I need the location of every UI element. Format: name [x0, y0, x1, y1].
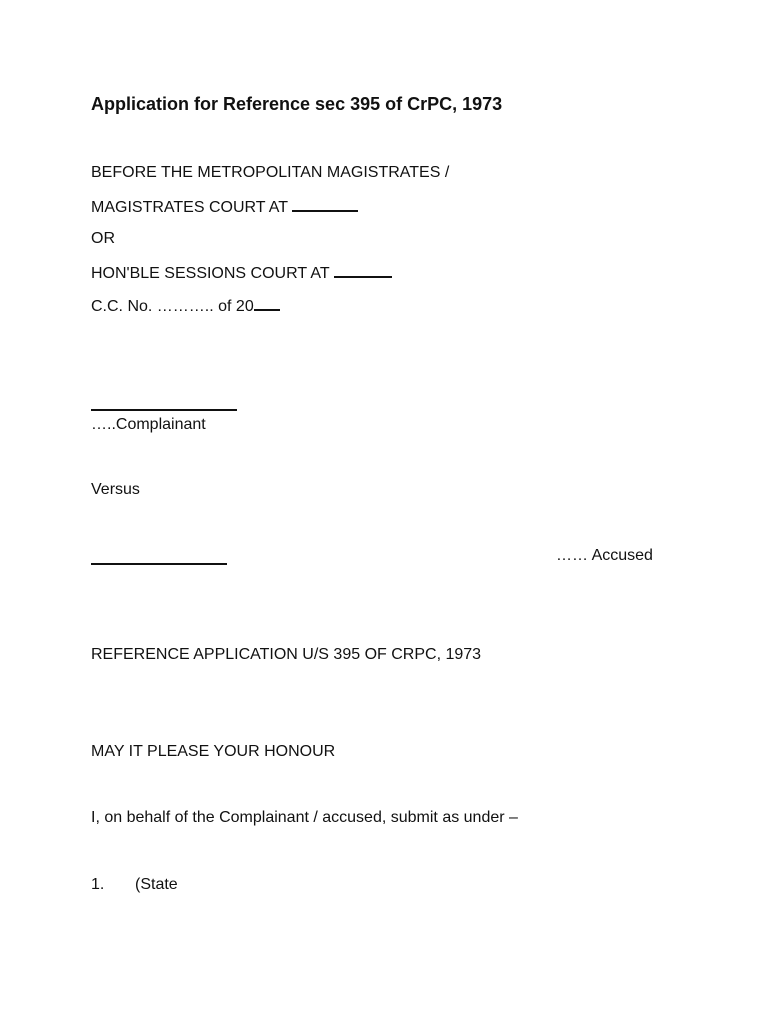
- salutation: MAY IT PLEASE YOUR HONOUR: [91, 743, 336, 760]
- year-blank-field: [254, 295, 280, 311]
- document-title: Application for Reference sec 395 of CrPC, 1973: [91, 94, 503, 114]
- list-item: [91, 875, 178, 895]
- item-text: (State: [135, 876, 178, 893]
- versus-label: Versus: [91, 481, 140, 498]
- court-line-1: BEFORE THE METROPOLITAN MAGISTRATES /: [91, 164, 450, 181]
- court-line-2-text: MAGISTRATES COURT AT: [91, 199, 289, 216]
- sessions-court-blank-field: [334, 262, 392, 278]
- reference-heading: REFERENCE APPLICATION U/S 395 OF CRPC, 1973: [91, 646, 482, 663]
- case-number-text: C.C. No. ……….. of 20: [91, 298, 254, 315]
- court-blank-field: [292, 196, 358, 212]
- court-line-3-text: HON'BLE SESSIONS COURT AT: [91, 265, 330, 282]
- submission-text: I, on behalf of the Complainant / accused, submit as under –: [91, 809, 518, 826]
- court-line-3: [91, 262, 392, 284]
- complainant-name-blank: [91, 409, 237, 411]
- accused-label: …… Accused: [556, 547, 653, 564]
- complainant-label: …..Complainant: [91, 416, 206, 433]
- court-line-2: [91, 196, 358, 218]
- accused-name-blank: [91, 563, 227, 565]
- court-or: OR: [91, 230, 115, 247]
- item-number: 1.: [91, 876, 105, 893]
- case-number-line: [91, 295, 280, 317]
